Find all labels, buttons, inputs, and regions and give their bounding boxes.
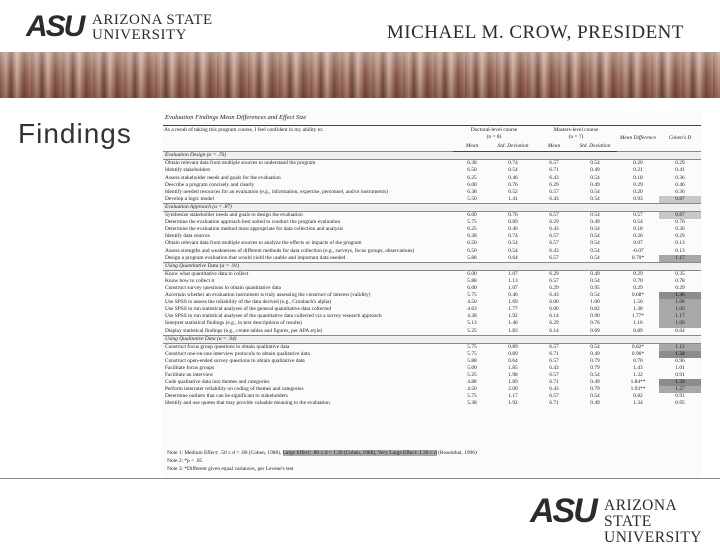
sd2-cell: 0.79 bbox=[590, 357, 600, 364]
sd2-cell: 0.69 bbox=[590, 327, 600, 334]
d-cell: 1.01 bbox=[675, 365, 685, 371]
sd1-cell: 1.98 bbox=[508, 372, 518, 379]
table-notes bbox=[167, 449, 477, 473]
m1-cell: 6.50 bbox=[467, 167, 477, 174]
sd1-cell: 0.76 bbox=[508, 181, 518, 188]
m1-cell: 6.00 bbox=[467, 212, 477, 219]
sd2-cell: 0.76 bbox=[590, 320, 600, 327]
sd1-cell: 1.69 bbox=[508, 299, 518, 306]
item-cell: Display statistical findings (e.g., create tables and figures, per APA style) bbox=[165, 327, 323, 334]
sd1-cell: 1.92 bbox=[508, 400, 518, 407]
sd2-cell: 0.54 bbox=[590, 226, 600, 233]
title-sidebar bbox=[0, 98, 160, 478]
m2-cell: 6.57 bbox=[549, 254, 559, 261]
sd1-cell: 1.07 bbox=[508, 270, 518, 277]
sd2-cell: 0.54 bbox=[590, 240, 600, 247]
m2-cell: 6.57 bbox=[549, 233, 559, 240]
m2-cell: 6.14 bbox=[549, 327, 559, 334]
d-cell: 0.91 bbox=[675, 393, 685, 400]
md-cell: 0.57 bbox=[633, 212, 643, 219]
table-row bbox=[163, 255, 701, 263]
m1-cell: 5.75 bbox=[467, 350, 477, 357]
m1-cell: 5.25 bbox=[467, 327, 477, 334]
m2-cell: 6.29 bbox=[549, 270, 559, 277]
d-cell: 0.87 bbox=[659, 212, 701, 220]
note-2: Note 2: *p < .05 bbox=[167, 458, 203, 464]
section-title: Evaluation Approach (α = .87) bbox=[163, 203, 701, 211]
d-cell: 0.35 bbox=[675, 270, 685, 277]
m2-cell: 6.43 bbox=[549, 195, 559, 202]
m1-cell: 6.38 bbox=[467, 233, 477, 240]
m2-cell: 6.43 bbox=[549, 247, 559, 254]
m1-cell: 5.75 bbox=[467, 219, 477, 226]
mean-subheader: Mean bbox=[535, 142, 573, 152]
sd2-cell: 0.49 bbox=[590, 270, 600, 277]
sd1-cell: 1.77 bbox=[508, 306, 518, 313]
m1-cell: 5.88 bbox=[467, 277, 477, 284]
md-cell: 1.43 bbox=[633, 365, 643, 371]
m1-cell: 6.00 bbox=[467, 181, 477, 188]
table-row bbox=[163, 240, 701, 247]
sd2-cell: 0.54 bbox=[590, 247, 600, 254]
d-cell: 0.87 bbox=[659, 196, 701, 204]
section-title: Evaluation Design (α = .76) bbox=[163, 152, 701, 160]
item-cell: Know how to collect it bbox=[165, 277, 215, 284]
m2-cell: 6.71 bbox=[549, 400, 559, 407]
logo-line-1: ARIZONA STATE bbox=[92, 12, 213, 28]
md-cell: 1.32 bbox=[633, 372, 643, 379]
m2-cell: 6.57 bbox=[549, 372, 559, 379]
sd1-cell: 0.89 bbox=[508, 219, 518, 226]
md-cell: 0.68* bbox=[631, 292, 645, 299]
m1-cell: 6.25 bbox=[467, 226, 477, 233]
m2-cell: 6.57 bbox=[549, 188, 559, 195]
m1-cell: 4.50 bbox=[467, 299, 477, 306]
m1-cell: 5.50 bbox=[467, 195, 477, 202]
section-header-row bbox=[163, 262, 701, 270]
logo-line-2: UNIVERSITY bbox=[92, 27, 187, 43]
sd1-cell: 1.83 bbox=[508, 327, 518, 334]
m1-cell: 5.13 bbox=[467, 320, 477, 327]
d-cell: 0.96 bbox=[675, 357, 685, 364]
sd1-cell: 1.13 bbox=[508, 277, 518, 284]
m2-cell: 6.29 bbox=[549, 284, 559, 291]
item-cell: Facilitate an interview bbox=[165, 372, 214, 379]
md-cell: 1.84** bbox=[630, 379, 646, 386]
sd2-cell: 0.54 bbox=[590, 233, 600, 240]
table-row bbox=[163, 372, 701, 379]
md-cell: 0.29 bbox=[633, 181, 643, 188]
table-body bbox=[163, 152, 701, 408]
mean-diff-header: Mean Difference bbox=[617, 126, 659, 152]
d-cell: 0.95 bbox=[675, 400, 685, 407]
d-cell: 0.41 bbox=[675, 167, 685, 174]
sd2-cell: 0.79 bbox=[590, 386, 600, 393]
table-row bbox=[163, 182, 701, 189]
sd1-cell: 1.46 bbox=[508, 320, 518, 327]
md-cell: 1.34 bbox=[633, 400, 643, 407]
d-cell: 1.33 bbox=[659, 379, 701, 386]
item-cell: Determine the evaluation method most appropriate for data collection and analysis bbox=[165, 226, 344, 233]
md-cell: 0.21 bbox=[633, 167, 643, 174]
sd2-cell: 0.49 bbox=[590, 379, 600, 386]
note-1: Note 1: Medium Effect: .50 ≤ d < .80 (Cohen, 1988), Large Effect: .80 ≤ d < 1.30 (Cohen, 1988), Very Large Effect: 1.30 ≤ d (Rosenthal, 1996) bbox=[167, 450, 477, 456]
m2-cell: 6.43 bbox=[549, 226, 559, 233]
footer-asu-logo-mark: ASU bbox=[530, 492, 596, 530]
table-row bbox=[163, 226, 701, 233]
findings-table-image bbox=[162, 112, 702, 478]
campus-photo-banner bbox=[0, 52, 720, 98]
md-cell: 0.54 bbox=[633, 219, 643, 226]
sd1-cell: 0.64 bbox=[508, 357, 518, 364]
sd1-cell: 0.89 bbox=[508, 343, 518, 350]
sd2-cell: 0.54 bbox=[590, 195, 600, 202]
m2-cell: 6.29 bbox=[549, 181, 559, 188]
m1-cell: 6.50 bbox=[467, 247, 477, 254]
d-cell: 0.36 bbox=[675, 188, 685, 195]
sd-subheader: Std. Deviation bbox=[491, 142, 535, 152]
sd1-cell: 0.76 bbox=[508, 212, 518, 219]
table-row bbox=[163, 365, 701, 372]
section-header-row bbox=[163, 335, 701, 343]
d-cell: 1.17 bbox=[659, 313, 701, 320]
sd1-cell: 1.07 bbox=[508, 284, 518, 291]
m1-cell: 6.25 bbox=[467, 174, 477, 181]
md-cell: 1.38 bbox=[633, 306, 643, 313]
md-cell: 0.70 bbox=[633, 277, 643, 284]
table-row bbox=[163, 358, 701, 365]
section-title: Using Quantitative Data (α = .91) bbox=[163, 262, 701, 270]
sd2-cell: 0.54 bbox=[590, 292, 600, 299]
sd1-cell: 1.89 bbox=[508, 379, 518, 386]
item-cell: Construct focus group questions to obtain qualitative data bbox=[165, 343, 290, 350]
d-cell: 1.27 bbox=[659, 386, 701, 393]
item-cell: Facilitate focus groups bbox=[165, 365, 215, 371]
m2-cell: 6.57 bbox=[549, 393, 559, 400]
item-cell: Identify and use quotes that may provide valuable meaning to the evaluation bbox=[165, 400, 330, 407]
m2-cell: 6.29 bbox=[549, 219, 559, 226]
sd2-cell: 1.00 bbox=[590, 299, 600, 306]
item-cell: Interpret statistical findings (e.g., in text descriptions of results) bbox=[165, 320, 302, 327]
item-cell: Design a program evaluation that would yield the usable and important data needed bbox=[165, 254, 346, 261]
mean-subheader: Mean bbox=[453, 142, 491, 152]
table-row bbox=[163, 320, 701, 327]
d-cell: 0.13 bbox=[675, 240, 685, 247]
md-cell: 0.82* bbox=[631, 343, 645, 350]
md-cell: 0.20 bbox=[633, 188, 643, 195]
table-row bbox=[163, 248, 701, 255]
footer-logo-line-1: ARIZONA STATE bbox=[604, 497, 677, 530]
item-cell: Use SPSS to run statistical analyses of the general quantitative data collected bbox=[165, 306, 332, 313]
sd2-cell: 0.54 bbox=[590, 160, 600, 167]
d-cell: 1.00 bbox=[659, 306, 701, 313]
sd1-cell: 0.54 bbox=[508, 167, 518, 174]
md-cell: 0.29 bbox=[633, 270, 643, 277]
m1-cell: 5.88 bbox=[467, 357, 477, 364]
md-cell: 0.07 bbox=[633, 240, 643, 247]
md-cell: 0.18 bbox=[633, 226, 643, 233]
md-cell: 0.89 bbox=[633, 327, 643, 334]
sd2-cell: 0.49 bbox=[590, 219, 600, 226]
sd1-cell: 0.54 bbox=[508, 247, 518, 254]
m1-cell: 4.88 bbox=[467, 379, 477, 386]
item-cell: Use SPSS to run statistical analyses of the quantitative data collected via a survey research approach bbox=[165, 313, 382, 320]
item-cell: Ascertain whether an evaluation instrument is truly assessing the construct of interest (validity) bbox=[165, 292, 371, 299]
m1-cell: 4.50 bbox=[467, 386, 477, 393]
sd1-cell: 0.52 bbox=[508, 188, 518, 195]
item-cell: Construct survey questions to obtain quantitative data bbox=[165, 284, 281, 291]
d-cell: 0.64 bbox=[675, 327, 685, 334]
d-cell: 1.08 bbox=[659, 299, 701, 306]
sd2-cell: 0.54 bbox=[590, 372, 600, 379]
d-cell: 1.12 bbox=[659, 343, 701, 351]
md-cell: -0.07 bbox=[632, 247, 644, 254]
m1-cell: 5.88 bbox=[467, 254, 477, 261]
sd2-cell: 0.82 bbox=[590, 306, 600, 313]
item-cell: Determine outliers that can be significant to stakeholders bbox=[165, 393, 288, 400]
m1-cell: 5.25 bbox=[467, 372, 477, 379]
m2-cell: 6.00 bbox=[549, 306, 559, 313]
md-cell: 1.93** bbox=[630, 386, 646, 393]
d-cell: 0.29 bbox=[675, 233, 685, 240]
m2-cell: 6.71 bbox=[549, 167, 559, 174]
table-row bbox=[163, 160, 701, 168]
d-cell: 1.34 bbox=[659, 351, 701, 358]
findings-table bbox=[163, 125, 701, 408]
item-cell: Assess strengths and weaknesses of different methods for data collection (e.g., surveys, focus groups, observations) bbox=[165, 247, 415, 254]
sd1-cell: 0.46 bbox=[508, 292, 518, 299]
m1-cell: 5.75 bbox=[467, 343, 477, 350]
sd1-cell: 0.74 bbox=[508, 160, 518, 167]
stem-header: As a result of taking this program course, I feel confident in my ability to: bbox=[163, 126, 453, 152]
table-caption: Evaluation Findings Mean Differences and Effect Size bbox=[165, 114, 307, 121]
table-row bbox=[163, 285, 701, 292]
slide-title: Findings bbox=[18, 118, 132, 149]
table-row bbox=[163, 351, 701, 358]
d-cell: 1.36 bbox=[659, 292, 701, 299]
md-cell: 0.20 bbox=[633, 233, 643, 240]
m2-cell: 6.00 bbox=[549, 299, 559, 306]
sd2-cell: 0.54 bbox=[590, 277, 600, 284]
d-cell: 0.36 bbox=[675, 174, 685, 181]
sd2-cell: 0.49 bbox=[590, 181, 600, 188]
footer-logo-line-2: UNIVERSITY bbox=[604, 529, 702, 546]
table-row bbox=[163, 189, 701, 196]
d-cell: 0.36 bbox=[675, 226, 685, 233]
md-cell: 0.70 bbox=[633, 357, 643, 364]
m1-cell: 6.38 bbox=[467, 160, 477, 167]
section-header-row bbox=[163, 152, 701, 160]
md-cell: 0.29 bbox=[633, 284, 643, 291]
table-row bbox=[163, 212, 701, 220]
table-row bbox=[163, 400, 701, 407]
table-row bbox=[163, 196, 701, 204]
m2-cell: 6.57 bbox=[549, 240, 559, 247]
sd2-cell: 0.79 bbox=[590, 365, 600, 371]
d-cell: 0.78 bbox=[675, 277, 685, 284]
section-title: Using Qualitative Data (α = .94) bbox=[163, 335, 701, 343]
table-row bbox=[163, 167, 701, 174]
m2-cell: 6.57 bbox=[549, 343, 559, 350]
m2-cell: 6.43 bbox=[549, 365, 559, 371]
sd1-cell: 0.64 bbox=[508, 254, 518, 261]
m1-cell: 6.38 bbox=[467, 188, 477, 195]
sd2-cell: 0.54 bbox=[590, 393, 600, 400]
item-cell: Assess stakeholder needs and goals for the evaluation bbox=[165, 174, 281, 181]
item-cell: Construct one-on-one interview protocols to obtain qualitative data bbox=[165, 350, 310, 357]
md-cell: 1.16 bbox=[633, 320, 643, 327]
table-row bbox=[163, 270, 701, 278]
item-cell: Describe a program concisely and clearly bbox=[165, 181, 255, 188]
president-name: MICHAEL M. CROW, PRESIDENT bbox=[386, 22, 684, 43]
m1-cell: 5.75 bbox=[467, 393, 477, 400]
sd1-cell: 0.46 bbox=[508, 174, 518, 181]
md-cell: 0.70* bbox=[631, 254, 645, 261]
m2-cell: 6.43 bbox=[549, 386, 559, 393]
m2-cell: 6.71 bbox=[549, 379, 559, 386]
footer-asu-wordmark bbox=[604, 498, 720, 546]
m2-cell: 6.14 bbox=[549, 313, 559, 320]
sd2-cell: 0.49 bbox=[590, 350, 600, 357]
asu-logo-wordmark bbox=[92, 13, 213, 43]
section-header-row bbox=[163, 203, 701, 211]
m1-cell: 5.75 bbox=[467, 292, 477, 299]
md-cell: 0.96* bbox=[631, 350, 645, 357]
sd2-cell: 0.90 bbox=[590, 313, 600, 320]
sd2-cell: 0.54 bbox=[590, 343, 600, 350]
m2-cell: 6.43 bbox=[549, 174, 559, 181]
sd1-cell: 1.41 bbox=[508, 195, 518, 202]
sd2-cell: 0.54 bbox=[590, 188, 600, 195]
item-cell: Know what quantitative data to collect bbox=[165, 270, 249, 277]
sd1-cell: 1.92 bbox=[508, 313, 518, 320]
d-cell: 0.13 bbox=[675, 247, 685, 254]
m2-cell: 6.57 bbox=[549, 277, 559, 284]
m1-cell: 5.00 bbox=[467, 365, 477, 371]
md-cell: 0.93 bbox=[633, 195, 643, 202]
sd1-cell: 2.00 bbox=[508, 386, 518, 393]
m2-cell: 6.71 bbox=[549, 350, 559, 357]
sd2-cell: 0.95 bbox=[590, 284, 600, 291]
md-cell: 1.50 bbox=[633, 299, 643, 306]
m2-cell: 6.57 bbox=[549, 357, 559, 364]
d-cell: 0.46 bbox=[675, 181, 685, 188]
sd2-cell: 0.49 bbox=[590, 400, 600, 407]
m1-cell: 6.00 bbox=[467, 270, 477, 277]
table-row bbox=[163, 328, 701, 336]
m1-cell: 5.38 bbox=[467, 400, 477, 407]
table-row bbox=[163, 343, 701, 351]
item-cell: Use SPSS to assess the reliability of the data derived (e.g., Cronbach's alpha) bbox=[165, 299, 332, 306]
item-cell: Identify stakeholders bbox=[165, 167, 211, 174]
d-cell: 1.17 bbox=[659, 255, 701, 263]
md-cell: 0.82 bbox=[633, 393, 643, 400]
m1-cell: 4.38 bbox=[467, 313, 477, 320]
m2-cell: 6.57 bbox=[549, 160, 559, 167]
item-cell: Identify needed resources for an evaluation (e.g., information, expertise, personnel, and/or instruments) bbox=[165, 188, 388, 195]
m2-cell: 6.57 bbox=[549, 212, 559, 219]
m1-cell: 6.00 bbox=[467, 284, 477, 291]
d-cell: 0.29 bbox=[675, 284, 685, 291]
item-cell: Obtain relevant data from multiple sources to understand the program bbox=[165, 160, 316, 167]
sd1-cell: 0.46 bbox=[508, 226, 518, 233]
item-cell: Synthesize stakeholder needs and goals to design the evaluation bbox=[165, 212, 303, 219]
item-cell: Obtain relevant data from multiple sources to analyze the effects or impacts of the program bbox=[165, 240, 362, 247]
sd1-cell: 0.54 bbox=[508, 240, 518, 247]
asu-logo-mark: ASU bbox=[26, 10, 84, 43]
sd1-cell: 1.17 bbox=[508, 393, 518, 400]
md-cell: 1.77* bbox=[631, 313, 645, 320]
group1-header: Doctoral-level course (n = 8) bbox=[453, 126, 535, 143]
note-3: Note 3: *Different given equal variances, per Levene's test bbox=[167, 466, 294, 472]
d-cell: 0.29 bbox=[675, 160, 685, 167]
sd-subheader: Std. Deviation bbox=[573, 142, 617, 152]
sd1-cell: 0.89 bbox=[508, 350, 518, 357]
item-cell: Perform interrater reliability on coding of themes and categories bbox=[165, 386, 304, 393]
d-cell: 0.76 bbox=[675, 219, 685, 226]
item-cell: Construct open-ended survey questions to obtain qualitative data bbox=[165, 357, 305, 364]
sd2-cell: 0.54 bbox=[590, 254, 600, 261]
slide-header bbox=[0, 0, 720, 52]
item-cell: Identify data sources bbox=[165, 233, 210, 240]
md-cell: 0.20 bbox=[633, 160, 643, 167]
d-cell: 0.91 bbox=[675, 372, 685, 379]
item-cell: Code qualitative data into themes and categories bbox=[165, 379, 270, 386]
sd1-cell: 1.85 bbox=[508, 365, 518, 371]
sd2-cell: 0.54 bbox=[590, 212, 600, 219]
sd2-cell: 0.54 bbox=[590, 174, 600, 181]
sd1-cell: 0.74 bbox=[508, 233, 518, 240]
m2-cell: 6.43 bbox=[549, 292, 559, 299]
table-header-row bbox=[163, 126, 701, 143]
item-cell: Determine the evaluation approach best suited to conduct the program evaluation bbox=[165, 219, 341, 226]
sd2-cell: 0.49 bbox=[590, 167, 600, 174]
d-cell: 1.00 bbox=[659, 320, 701, 327]
m1-cell: 4.63 bbox=[467, 306, 477, 313]
cohens-d-header: Cohen's D bbox=[659, 126, 701, 152]
m2-cell: 6.29 bbox=[549, 320, 559, 327]
m1-cell: 6.50 bbox=[467, 240, 477, 247]
group2-header: Masters-level course (n = 7) bbox=[535, 126, 617, 143]
md-cell: 0.18 bbox=[633, 174, 643, 181]
table-row bbox=[163, 278, 701, 285]
item-cell: Develop a logic model bbox=[165, 195, 214, 202]
table-row bbox=[163, 175, 701, 182]
